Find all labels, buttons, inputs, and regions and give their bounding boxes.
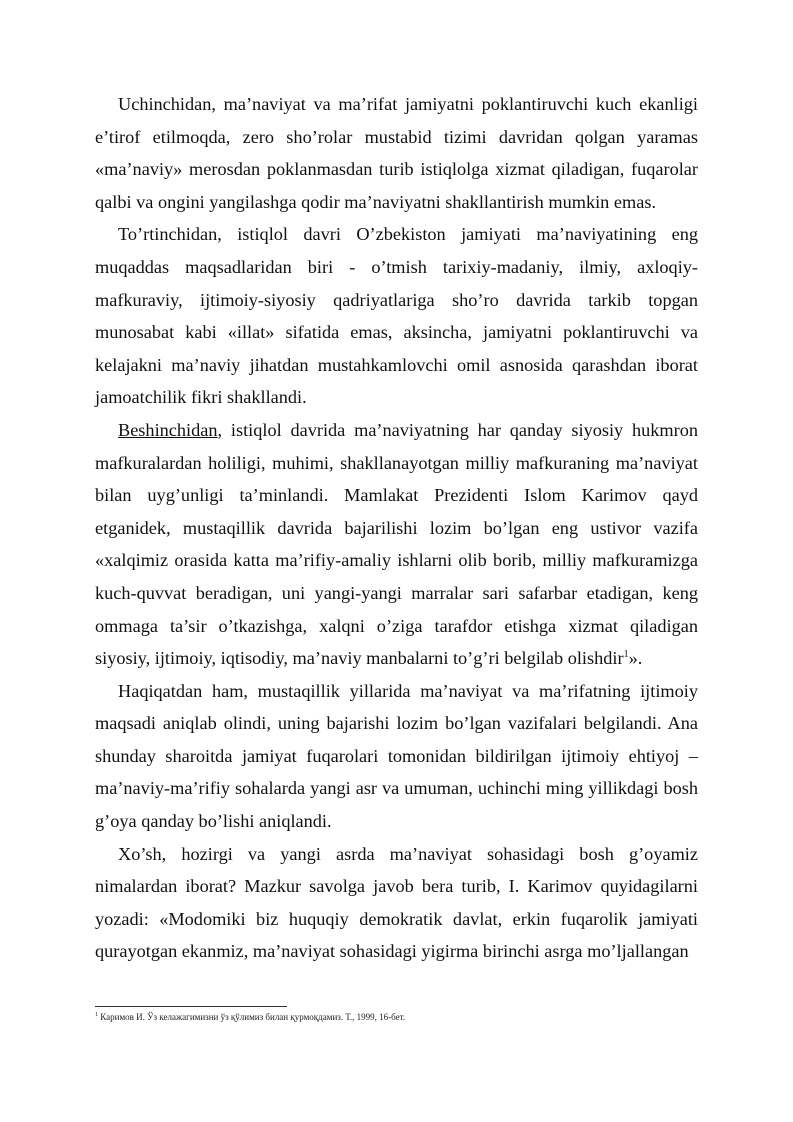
footnote-marker: 1 [95, 1012, 98, 1018]
paragraph-text: , istiqlol davrida ma’naviyatning har qanday siyosiy hukmron mafkuralardan holiligi, muhimi, shakllanayotgan milliy mafkuraning ma’naviyat bilan uyg’unligi ta’minlandi. Mamlakat Prezidenti Islom Karimov qayd etganidek, mustaqillik davrida bajarilishi lozim bo’lgan eng ustivor vazifa «xalqimiz orasida katta ma’rifiy-amaliy ishlarni olib borib, milliy mafkuramizga kuch-quvvat beradigan, uni yangi-yangi marralar sari safarbar etadigan, keng ommaga ta’sir o’tkazishga, xalqni o’ziga tarafdor etishga xizmat qiladigan siyosiy, ijtimoiy, iqtisodiy, ma’naviy manbalarni to’g’ri belgilab olishdir [95, 419, 698, 669]
paragraph-lead-word: Beshinchidan [118, 419, 218, 440]
footnote-divider [95, 1006, 287, 1007]
paragraph-uchinchidan: Uchinchidan, ma’naviyat va ma’rifat jamiyatni poklantiruvchi kuch ekanligi e’tirof etilmoqda, zero sho’rolar mustabid tizimi davridan qolgan yaramas «ma’naviy» merosdan poklanmasdan turib istiqlolga xizmat qiladigan, fuqarolar qalbi va ongini yangilashga qodir ma’naviyatni shakllantirish mumkin emas. [95, 94, 698, 212]
footnote [95, 1011, 695, 1023]
paragraph-beshinchidan [95, 414, 698, 675]
footnote-reference[interactable]: 1 [623, 649, 629, 660]
paragraph-haqiqatdan: Haqiqatdan ham, mustaqillik yillarida ma’naviyat va ma’rifatning ijtimoiy maqsadi aniqlab olindi, uning bajarishi lozim bo’lgan vazifalari belgilandi. Ana shunday sharoitda jamiyat fuqarolari tomonidan bildirilgan ijtimoiy ehtiyoj – ma’naviy-ma’rifiy sohalarda yangi asr va umuman, uchinchi ming yillikdagi bosh g’oya qanday bo’lishi aniqlandi. [95, 680, 698, 832]
paragraph-tortinchidan: To’rtinchidan, istiqlol davri O’zbekiston jamiyati ma’naviyatining eng muqaddas maqsadlaridan biri - o’tmish tarixiy-madaniy, ilmiy, axloqiy-mafkuraviy, ijtimoiy-siyosiy qadriyatlariga sho’ro davrida tarkib topgan munosabat kabi «illat» sifatida emas, aksincha, jamiyatni poklantiruvchi va kelajakni ma’naviy jihatdan mustahkamlovchi omil asnosida qarashdan iborat jamoatchilik fikri shakllandi. [95, 224, 698, 408]
paragraph-end: ». [628, 648, 643, 669]
footnote-text: Каримов И. Ўз келажагимизни ўз қўлимиз билан қурмоқдамиз. Т., 1999, 16-бет. [100, 1012, 406, 1022]
paragraph-xosh: Xo’sh, hozirgi va yangi asrda ma’naviyat sohasidagi bosh g’oyamiz nimalardan iborat? Mazkur savolga javob bera turib, I. Karimov quyidagilarni yozadi: «Modomiki biz huquqiy demokratik davlat, erkin fuqarolik jamiyati qurayotgan ekanmiz, ma’naviyat sohasidagi yigirma birinchi asrga mo’ljallangan [95, 843, 698, 962]
page-body [95, 88, 698, 968]
